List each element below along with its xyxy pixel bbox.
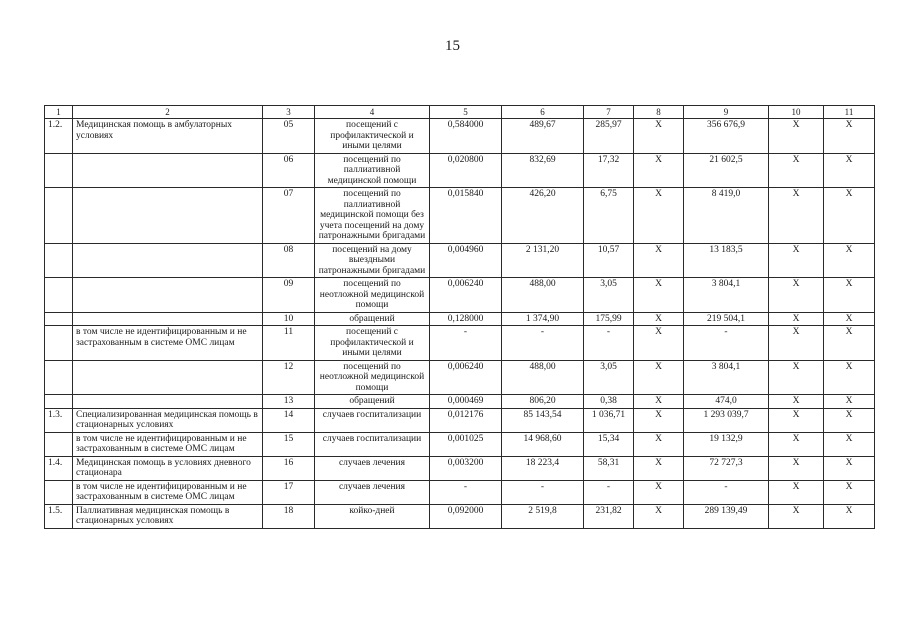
table-cell: 18 223,4 <box>502 456 584 480</box>
table-cell: посещений на дому выездными патронажными бригадами <box>315 243 430 278</box>
table-row <box>45 278 875 313</box>
header-cell: 9 <box>684 106 769 119</box>
table-cell: 18 <box>263 504 315 528</box>
section-number-cell <box>45 480 73 504</box>
description-cell <box>73 395 263 409</box>
table-cell: 17 <box>263 480 315 504</box>
table-cell: 08 <box>263 243 315 278</box>
table-row <box>45 408 875 432</box>
table-row <box>45 119 875 154</box>
table-cell: 175,99 <box>584 312 634 326</box>
table-cell: 16 <box>263 456 315 480</box>
table-cell: - <box>684 480 769 504</box>
page-number: 15 <box>445 38 460 54</box>
table-cell: Х <box>769 326 824 361</box>
table-cell: 0,000469 <box>430 395 502 409</box>
table-cell: Х <box>769 432 824 456</box>
table-cell: обращений <box>315 312 430 326</box>
data-table <box>44 105 875 529</box>
table-cell: 289 139,49 <box>684 504 769 528</box>
table-cell: 3 804,1 <box>684 278 769 313</box>
table-cell: - <box>430 326 502 361</box>
table-cell: 474,0 <box>684 395 769 409</box>
table-cell: 0,006240 <box>430 278 502 313</box>
section-number-cell: 1.2. <box>45 119 73 154</box>
table-cell: посещений с профилактической и иными целями <box>315 119 430 154</box>
table-cell: Х <box>769 119 824 154</box>
table-cell: Х <box>824 326 875 361</box>
description-cell <box>73 360 263 395</box>
table-cell: Х <box>824 360 875 395</box>
header-cell: 4 <box>315 106 430 119</box>
table-cell: Х <box>634 408 684 432</box>
table-cell: 1 293 039,7 <box>684 408 769 432</box>
table-cell: 15,34 <box>584 432 634 456</box>
table-cell: 426,20 <box>502 188 584 244</box>
table-cell: 0,38 <box>584 395 634 409</box>
table-cell: Х <box>634 432 684 456</box>
table-row <box>45 480 875 504</box>
table-cell: 12 <box>263 360 315 395</box>
section-number-cell <box>45 312 73 326</box>
table-cell: 832,69 <box>502 153 584 188</box>
table-cell: 19 132,9 <box>684 432 769 456</box>
table-cell: 13 <box>263 395 315 409</box>
table-cell: Х <box>769 480 824 504</box>
table-cell: посещений по неотложной медицинской помощи <box>315 278 430 313</box>
section-number-cell <box>45 243 73 278</box>
table-cell: случаев госпитализации <box>315 432 430 456</box>
table-row <box>45 326 875 361</box>
table-cell: 285,97 <box>584 119 634 154</box>
table-row <box>45 456 875 480</box>
table-row <box>45 312 875 326</box>
section-number-cell <box>45 326 73 361</box>
header-cell: 6 <box>502 106 584 119</box>
table-cell: Х <box>824 432 875 456</box>
header-cell: 2 <box>73 106 263 119</box>
header-cell: 10 <box>769 106 824 119</box>
table-cell: Х <box>769 278 824 313</box>
table-cell: Х <box>824 243 875 278</box>
description-cell: Паллиативная медицинская помощь в стационарных условиях <box>73 504 263 528</box>
section-number-cell <box>45 432 73 456</box>
table-cell: 489,67 <box>502 119 584 154</box>
table-cell: 14 <box>263 408 315 432</box>
section-number-cell <box>45 153 73 188</box>
table-cell: 0,092000 <box>430 504 502 528</box>
table-cell: 231,82 <box>584 504 634 528</box>
header-cell: 11 <box>824 106 875 119</box>
table-cell: Х <box>769 188 824 244</box>
table-cell: Х <box>634 312 684 326</box>
table-cell: - <box>430 480 502 504</box>
table-cell: обращений <box>315 395 430 409</box>
table-cell: Х <box>824 119 875 154</box>
table-cell: 72 727,3 <box>684 456 769 480</box>
description-cell <box>73 278 263 313</box>
table-cell: 2 131,20 <box>502 243 584 278</box>
table-cell: 05 <box>263 119 315 154</box>
table-cell: 10 <box>263 312 315 326</box>
table-cell: посещений по паллиативной медицинской помощи <box>315 153 430 188</box>
table-cell: 488,00 <box>502 360 584 395</box>
table-cell: койко-дней <box>315 504 430 528</box>
table-cell: - <box>584 480 634 504</box>
table-cell: Х <box>769 504 824 528</box>
table-cell: случаев госпитализации <box>315 408 430 432</box>
table-cell: Х <box>824 480 875 504</box>
description-cell <box>73 243 263 278</box>
table-cell: 0,003200 <box>430 456 502 480</box>
table-cell: Х <box>824 395 875 409</box>
table-cell: Х <box>824 504 875 528</box>
table-cell: Х <box>824 278 875 313</box>
table-cell: 488,00 <box>502 278 584 313</box>
table-cell: случаев лечения <box>315 456 430 480</box>
table-cell: посещений по неотложной медицинской помощи <box>315 360 430 395</box>
table-cell: 58,31 <box>584 456 634 480</box>
table-row <box>45 188 875 244</box>
header-row <box>45 106 875 119</box>
table-row <box>45 395 875 409</box>
table-cell: Х <box>634 119 684 154</box>
table-cell: Х <box>634 395 684 409</box>
table-cell: Х <box>769 153 824 188</box>
table-cell: - <box>502 326 584 361</box>
table-cell: 3,05 <box>584 360 634 395</box>
table-row <box>45 504 875 528</box>
table-cell: Х <box>634 153 684 188</box>
table-cell: - <box>684 326 769 361</box>
table-cell: 0,012176 <box>430 408 502 432</box>
table-cell: посещений с профилактической и иными целями <box>315 326 430 361</box>
table-cell: 10,57 <box>584 243 634 278</box>
table-cell: 06 <box>263 153 315 188</box>
table-cell: 806,20 <box>502 395 584 409</box>
section-number-cell <box>45 278 73 313</box>
table-cell: Х <box>634 504 684 528</box>
table-cell: Х <box>769 408 824 432</box>
table-cell: Х <box>769 456 824 480</box>
description-cell <box>73 188 263 244</box>
table-cell: 1 374,90 <box>502 312 584 326</box>
header-cell: 3 <box>263 106 315 119</box>
table-cell: Х <box>634 326 684 361</box>
description-cell: в том числе не идентифицированным и не застрахованным в системе ОМС лицам <box>73 480 263 504</box>
table-cell: Х <box>634 360 684 395</box>
table-cell: 0,128000 <box>430 312 502 326</box>
table-cell: 219 504,1 <box>684 312 769 326</box>
table-cell: Х <box>634 480 684 504</box>
description-cell: в том числе не идентифицированным и не застрахованным в системе ОМС лицам <box>73 326 263 361</box>
table-cell: Х <box>634 278 684 313</box>
table-cell: 0,006240 <box>430 360 502 395</box>
header-cell: 7 <box>584 106 634 119</box>
table-cell: 3 804,1 <box>684 360 769 395</box>
table-cell: 0,004960 <box>430 243 502 278</box>
description-cell: Специализированная медицинская помощь в стационарных условиях <box>73 408 263 432</box>
table-cell: 14 968,60 <box>502 432 584 456</box>
header-cell: 8 <box>634 106 684 119</box>
description-cell <box>73 312 263 326</box>
table-cell: Х <box>824 456 875 480</box>
table-cell: Х <box>769 312 824 326</box>
table-cell: 2 519,8 <box>502 504 584 528</box>
table-cell: 356 676,9 <box>684 119 769 154</box>
section-number-cell <box>45 188 73 244</box>
section-number-cell: 1.4. <box>45 456 73 480</box>
table-cell: Х <box>634 456 684 480</box>
table-cell: Х <box>824 408 875 432</box>
table-cell: Х <box>769 395 824 409</box>
header-cell: 1 <box>45 106 73 119</box>
table-cell: Х <box>769 360 824 395</box>
table-cell: 3,05 <box>584 278 634 313</box>
table-cell: 09 <box>263 278 315 313</box>
description-cell <box>73 153 263 188</box>
table-cell: Х <box>769 243 824 278</box>
description-cell: Медицинская помощь в амбулаторных условиях <box>73 119 263 154</box>
table-row <box>45 153 875 188</box>
table-cell: 0,020800 <box>430 153 502 188</box>
table-cell: Х <box>824 312 875 326</box>
table-cell: 1 036,71 <box>584 408 634 432</box>
header-cell: 5 <box>430 106 502 119</box>
table-cell: 0,584000 <box>430 119 502 154</box>
table-cell: 0,015840 <box>430 188 502 244</box>
table-cell: 6,75 <box>584 188 634 244</box>
table-cell: Х <box>824 153 875 188</box>
table-cell: - <box>502 480 584 504</box>
table-row <box>45 243 875 278</box>
table-cell: 07 <box>263 188 315 244</box>
table-cell: посещений по паллиативной медицинской помощи без учета посещений на дому патронажными бригадами <box>315 188 430 244</box>
section-number-cell: 1.3. <box>45 408 73 432</box>
table-cell: случаев лечения <box>315 480 430 504</box>
table-cell: Х <box>824 188 875 244</box>
section-number-cell <box>45 360 73 395</box>
table-row <box>45 432 875 456</box>
table-cell: 11 <box>263 326 315 361</box>
section-number-cell <box>45 395 73 409</box>
table-cell: 8 419,0 <box>684 188 769 244</box>
table-cell: 17,32 <box>584 153 634 188</box>
table-cell: 21 602,5 <box>684 153 769 188</box>
table-cell: - <box>584 326 634 361</box>
table-cell: Х <box>634 243 684 278</box>
description-cell: Медицинская помощь в условиях дневного стационара <box>73 456 263 480</box>
table-row <box>45 360 875 395</box>
section-number-cell: 1.5. <box>45 504 73 528</box>
table-cell: 13 183,5 <box>684 243 769 278</box>
table-cell: 0,001025 <box>430 432 502 456</box>
table-cell: Х <box>634 188 684 244</box>
table-cell: 15 <box>263 432 315 456</box>
description-cell: в том числе не идентифицированным и не застрахованным в системе ОМС лицам <box>73 432 263 456</box>
table-cell: 85 143,54 <box>502 408 584 432</box>
